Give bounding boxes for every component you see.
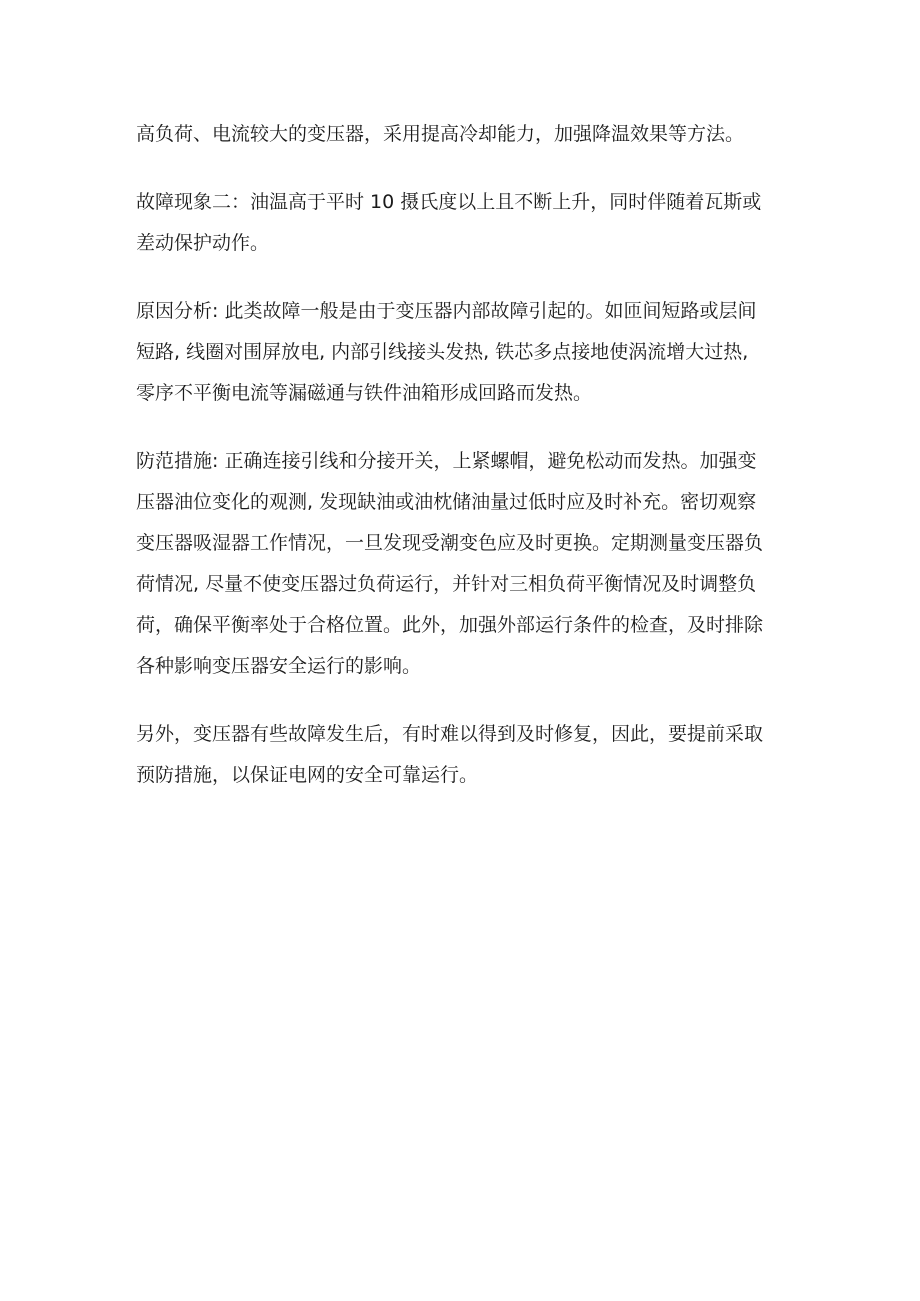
text-line: 防范措施: 正确连接引线和分接开关，上紧螺帽，避免松动而发热。加强变 <box>136 450 757 472</box>
paragraph-preventive-measures <box>136 441 788 687</box>
text-line: 各种影响变压器安全运行的影响。 <box>136 655 422 677</box>
text-line: 差动保护动作。 <box>136 232 270 254</box>
paragraph-conclusion <box>136 714 788 796</box>
text-line: 预防措施，以保证电网的安全可靠运行。 <box>136 764 479 786</box>
document-body <box>136 114 788 823</box>
text-line: 零序不平衡电流等漏磁通与铁件油箱形成回路而发热。 <box>136 382 593 404</box>
text-line: 另外，变压器有些故障发生后，有时难以得到及时修复，因此，要提前采取 <box>136 723 764 745</box>
text-line: 变压器吸湿器工作情况，一旦发现受潮变色应及时更换。定期测量变压器负 <box>136 532 764 554</box>
text-line: 压器油位变化的观测, 发现缺油或油枕储油量过低时应及时补充。密切观察 <box>136 491 757 513</box>
paragraph-cause-analysis <box>136 291 788 414</box>
text-line: 荷情况, 尽量不使变压器过负荷运行，并针对三相负荷平衡情况及时调整负 <box>136 573 757 595</box>
text-line: 荷，确保平衡率处于合格位置。此外，加强外部运行条件的检查，及时排除 <box>136 614 764 636</box>
text-line: 原因分析: 此类故障一般是由于变压器内部故障引起的。如匝间短路或层间 <box>136 300 757 322</box>
text-line: 故障现象二：油温高于平时 10 摄氏度以上且不断上升，同时伴随着瓦斯或 <box>136 191 762 213</box>
text-line: 高负荷、电流较大的变压器，采用提高冷却能力，加强降温效果等方法。 <box>136 123 745 145</box>
paragraph-cooling-method <box>136 114 788 155</box>
paragraph-fault-phenomenon-2 <box>136 182 788 264</box>
text-line: 短路, 线圈对围屏放电, 内部引线接头发热, 铁芯多点接地使涡流增大过热, <box>136 341 749 363</box>
